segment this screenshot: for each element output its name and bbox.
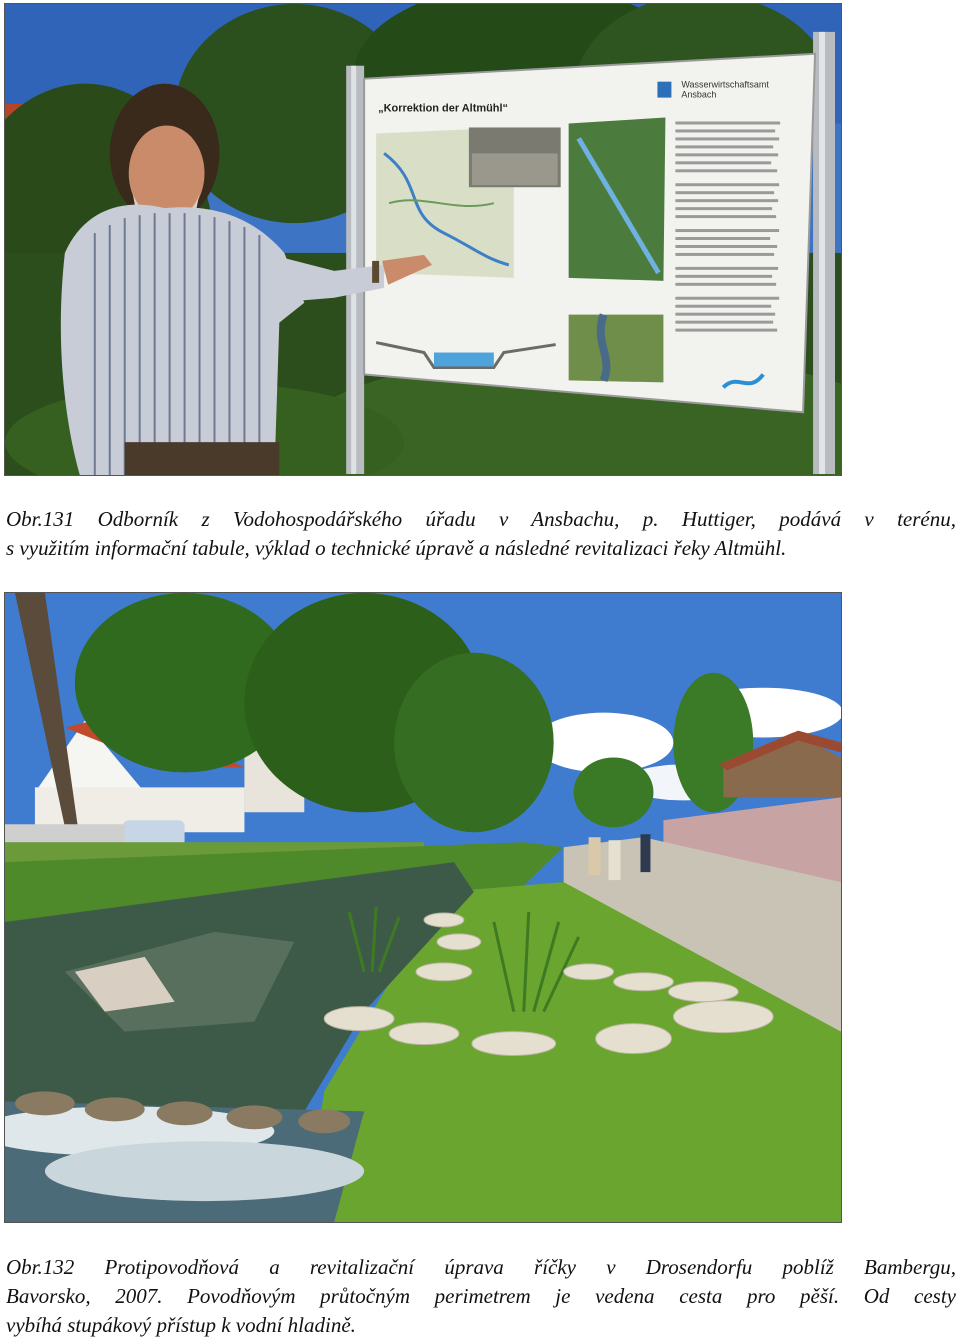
caption-figure-131 <box>6 505 956 563</box>
photo-expert-at-info-board <box>4 3 842 476</box>
caption-line: vybíhá stupákový přístup k vodní hladině. <box>6 1313 356 1337</box>
caption-line: s využitím informační tabule, výklad o technické úpravě a následné revitalizaci řeky Altmühl. <box>6 536 787 560</box>
sign-org-line1: Wasserwirtschaftsamt <box>681 79 769 90</box>
photo-revitalized-stream-drosendorf <box>4 592 842 1223</box>
caption-line: Bavorsko, 2007. Povodňovým průtočným perimetrem je vedena cesta pro pěší. Od cesty <box>6 1284 956 1308</box>
caption-line: Obr.132 Protipovodňová a revitalizační úprava říčky v Drosendorfu poblíž Bambergu, <box>6 1255 956 1279</box>
caption-line: Obr.131 Odborník z Vodohospodářského úřadu v Ansbachu, p. Huttiger, podává v terénu, <box>6 507 956 531</box>
caption-figure-132 <box>6 1253 956 1340</box>
sign-title: „Korrektion der Altmühl“ <box>378 102 509 115</box>
sign-org-line2: Ansbach <box>681 89 717 100</box>
